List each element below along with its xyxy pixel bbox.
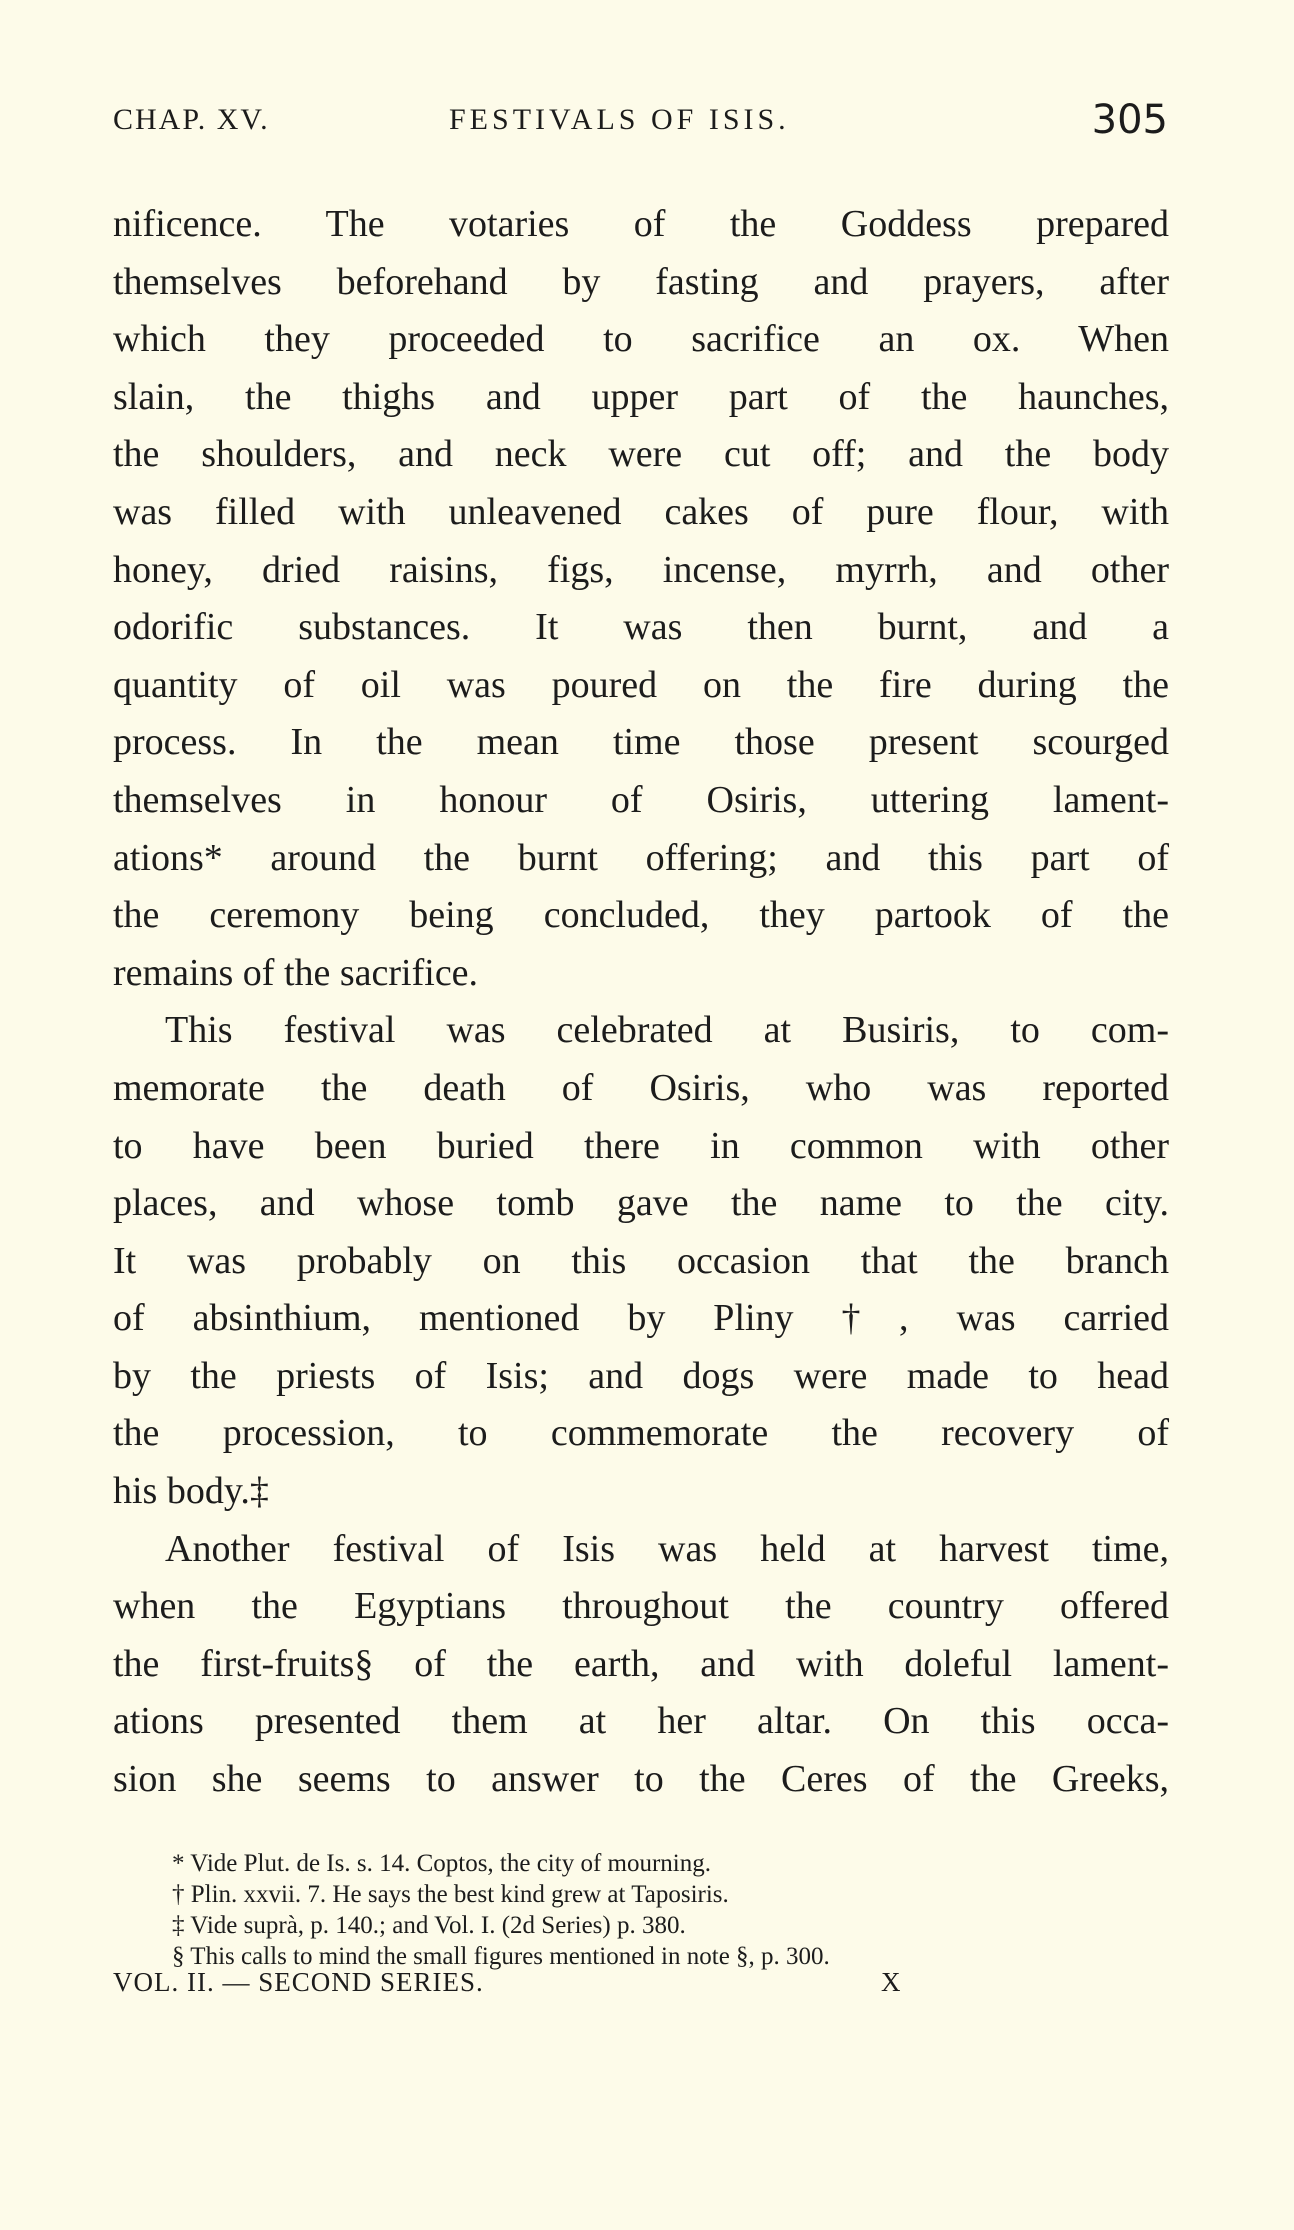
text-line: This festival was celebrated at Busiris, to com- xyxy=(165,1009,1169,1052)
footnotes xyxy=(172,1848,1172,1972)
text-line: sion she seems to answer to the Ceres of the Greeks, xyxy=(113,1758,1169,1801)
text-line: ations* around the burnt offering; and this part of xyxy=(113,836,1169,879)
text-line: themselves in honour of Osiris, uttering lament- xyxy=(113,778,1169,821)
volume-label: VOL. II. — SECOND SERIES. xyxy=(113,1967,484,1997)
text-line: was filled with unleavened cakes of pure flour, with xyxy=(113,490,1169,533)
text-line: It was probably on this occasion that the branch xyxy=(113,1239,1169,1282)
text-line: the first-fruits§ of the earth, and with doleful lament- xyxy=(113,1642,1169,1685)
text-line: remains of the sacrifice. xyxy=(113,951,479,994)
text-line: to have been buried there in common with other xyxy=(113,1124,1169,1167)
text-line: process. In the mean time those present scourged xyxy=(113,721,1169,764)
text-line: themselves beforehand by fasting and prayers, after xyxy=(113,260,1169,303)
footnote: § This calls to mind the small figures mentioned in note §, p. 300. xyxy=(172,1943,830,1970)
text-line: the procession, to commemorate the recovery of xyxy=(113,1412,1169,1455)
page-number: 305 xyxy=(1091,97,1168,143)
text-line: odorific substances. It was then burnt, and a xyxy=(113,606,1169,649)
signature-mark: X xyxy=(881,1967,901,1997)
text-line: slain, the thighs and upper part of the haunches, xyxy=(113,375,1169,418)
text-line: Another festival of Isis was held at harvest time, xyxy=(165,1527,1169,1570)
text-line: when the Egyptians throughout the country offered xyxy=(113,1585,1169,1628)
text-line: quantity of oil was poured on the fire during the xyxy=(113,663,1169,706)
footnote: * Vide Plut. de Is. s. 14. Coptos, the city of mourning. xyxy=(172,1850,711,1877)
footnote: † Plin. xxvii. 7. He says the best kind grew at Taposiris. xyxy=(172,1881,729,1908)
text-line: which they proceeded to sacrifice an ox. When xyxy=(113,318,1169,361)
text-line: nificence. The votaries of the Goddess prepared xyxy=(113,203,1169,245)
text-line: ations presented them at her altar. On this occa- xyxy=(113,1700,1169,1743)
footnote: ‡ Vide suprà, p. 140.; and Vol. I. (2d Series) p. 380. xyxy=(172,1912,686,1939)
text-line: the shoulders, and neck were cut off; and the body xyxy=(113,433,1169,476)
body-text xyxy=(113,196,1169,1809)
text-line: honey, dried raisins, figs, incense, myrrh, and other xyxy=(113,548,1169,591)
text-line: his body.‡ xyxy=(113,1470,269,1513)
text-line: of absinthium, mentioned by Pliny †, was carried xyxy=(113,1297,1169,1340)
chapter-label: CHAP. XV. xyxy=(113,103,270,136)
text-line: the ceremony being concluded, they partook of the xyxy=(113,894,1169,937)
running-title: FESTIVALS OF ISIS. xyxy=(449,103,790,136)
text-line: by the priests of Isis; and dogs were made to head xyxy=(113,1354,1169,1397)
text-line: places, and whose tomb gave the name to the city. xyxy=(113,1182,1169,1225)
running-header xyxy=(113,97,1168,151)
page-footer xyxy=(113,1962,1113,2002)
text-line: memorate the death of Osiris, who was reported xyxy=(113,1066,1169,1109)
